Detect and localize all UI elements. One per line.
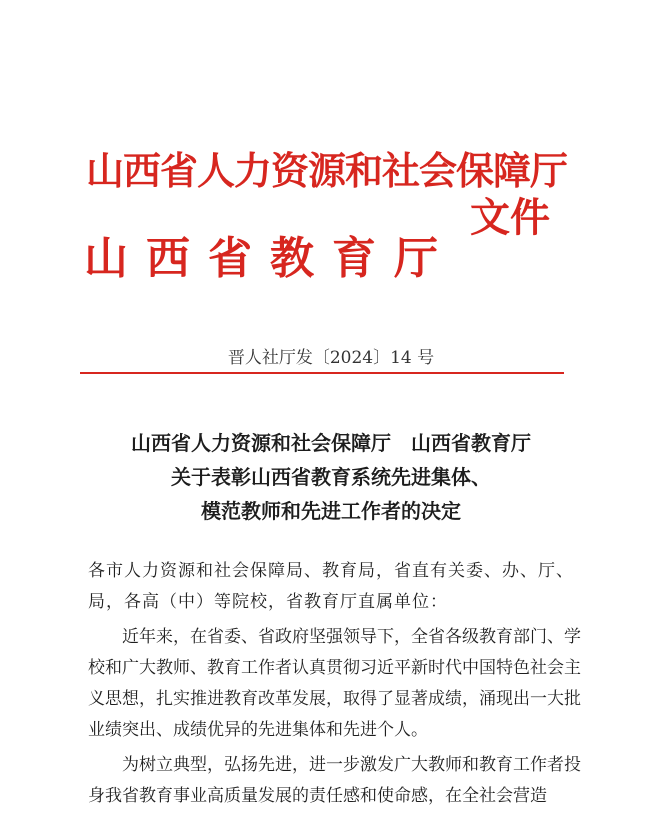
- body-paragraph: 为树立典型，弘扬先进，进一步激发广大教师和教育工作者投身我省教育事业高质量发展的责任感和使命感，在全社会营造: [88, 755, 581, 806]
- red-divider: [80, 372, 564, 374]
- document-title: [0, 426, 662, 528]
- document-body: [88, 556, 588, 816]
- title-line: 山西省人力资源和社会保障厅 山西省教育厅: [131, 431, 531, 455]
- document-label: 文件: [470, 194, 550, 241]
- title-line: 模范教师和先进工作者的决定: [201, 499, 461, 523]
- title-line: 关于表彰山西省教育系统先进集体、: [171, 465, 491, 489]
- issuer-name-hrss: 山西省人力资源和社会保障厅: [86, 148, 568, 193]
- issuer-name-education: 山西省教育厅: [84, 233, 456, 284]
- salutation: 各市人力资源和社会保障局、教育局，省直有关委、办、厅、局，各高（中）等院校，省教育厅直属单位：: [88, 561, 574, 612]
- body-paragraph: 近年来，在省委、省政府坚强领导下，全省各级教育部门、学校和广大教师、教育工作者认真贯彻习近平新时代中国特色社会主义思想，扎实推进教育改革发展，取得了显著成绩，涌现出一大批业绩突出、成绩优异的先进集体和先进个人。: [88, 627, 581, 740]
- document-number: 晋人社厅发〔2024〕14 号: [227, 348, 435, 368]
